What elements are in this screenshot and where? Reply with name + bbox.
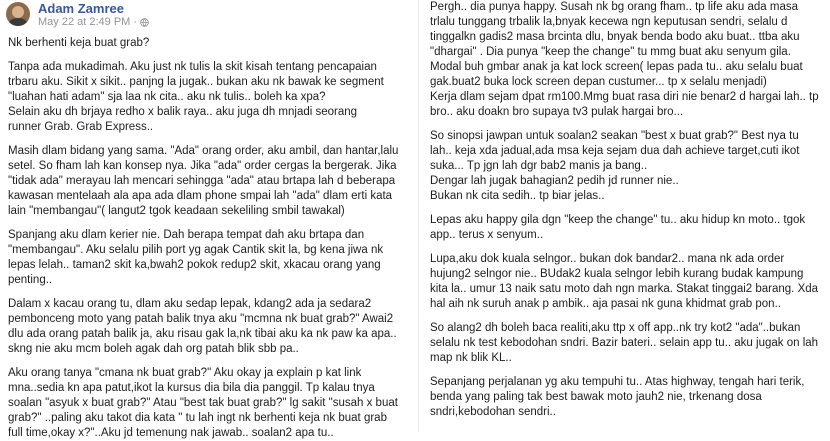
paragraph-gap (430, 366, 826, 375)
globe-icon[interactable] (140, 18, 149, 27)
post-text-line: selalu nk test kebodohan sndri. Bazir bateri.. selain app tu.. aku jugak on lah (430, 337, 819, 349)
post-text-line: tinggalkn gadis2 masa brcinta dlu, bnyak benda bodo aku buat.. ttba aku (430, 31, 800, 43)
post-text-line: grab?" ..paling aku takot dia kata " tu lah ingt nk berhenti keja nk buat grab (8, 412, 387, 424)
author-block (38, 2, 149, 29)
post-meta (38, 16, 149, 29)
paragraph-gap (8, 219, 408, 228)
post-text-line: "membangau". Aku selalu pilih port yg agak Cantik skit la, bg kena jiwa nk (8, 244, 384, 256)
post-text-line: trlalu tunggang trbalik la,bnyak kecewa ngn keputusan sendri, selalu d (430, 16, 788, 28)
paragraph-gap (430, 243, 826, 252)
post-text-line: Dengar lah jugak bahagian2 pedih jd runner nie.. (430, 175, 679, 187)
post-text-line: So alang2 dh boleh baca realiti,aku ttp x off app..nk try kot2 "ada"..bukan (430, 322, 801, 334)
column-divider (418, 0, 419, 432)
paragraph-gap (8, 135, 408, 144)
post-text-line: setel. So fham lah kan konsep nya. Jika "ada" order cergas la bergerak. Jika (8, 160, 397, 172)
post-text-line: hujung2 selngor nie.. BUdak2 kuala selngor lebih kurang budak kampung (430, 268, 804, 280)
post-text-line: sndri,kebodohan sendri.. (430, 406, 556, 418)
post-text-line: Kerja dlam sejam dpat rm100.Mmg buat rasa diri nie benar2 d hargai lah.. tp (430, 91, 819, 103)
post-text-line: mna..sedia kn apa patut,ikot la kursus dia bila dia panggil. Tp kalau tnya (8, 382, 375, 394)
post-body-right (430, 0, 826, 420)
post-text-line: lah.. keja xda jadual,ada msa keja sejam dua dah achieve target,cuti ikot (430, 145, 800, 157)
post-text-line: Aku orang tanya "cmana nk buat grab?" Aku okay ja explain p kat link (8, 367, 362, 379)
post-text-line: runner Grab. Grab Express.. (8, 121, 154, 133)
paragraph-gap (430, 204, 826, 213)
post-text-line: Pergh.. dia punya happy. Susah nk bg orang fham.. tp life aku ada masa (430, 1, 799, 13)
post-text-line: Lepas aku happy gila dgn "keep the change" tu.. aku hidup kn moto.. tgok (430, 214, 806, 226)
avatar[interactable] (6, 2, 30, 26)
post-text-line: Bukan nk cita sedih.. tp biar jelas.. (430, 190, 605, 202)
paragraph-gap (430, 312, 826, 321)
paragraph-gap (8, 288, 408, 297)
post-text-line: Sepanjang perjalanan yg aku tempuhi tu.. Atas highway, tengah hari terik, (430, 376, 805, 388)
post-text-line: Spanjang aku dlam kerier nie. Dah berapa tempat dah aku brtapa dan (8, 229, 365, 241)
post-text-line: kawasan mentelaah ala apa ada dlam phone smpai lah "ada" dlam erti kata (8, 190, 393, 202)
paragraph-gap (8, 357, 408, 366)
post-text-line: Modal buh gmbar anak ja kat lock screen( lepas pada tu.. aku selalu buat (430, 61, 803, 73)
post-text-line: suka... Tp jgn lah dgr bab2 manis ja bang.. (430, 160, 648, 172)
post-body-left (8, 36, 408, 441)
post-text-line: So sinopsi jawpan untuk soalan2 seakan "best x buat grab?" Best nya tu (430, 130, 799, 142)
post-text-line: soalan "asyuk x buat grab?" Atau "best tak buat grab?" lg sakit "susah x buat (8, 397, 398, 409)
post-text-line: hal aih nk suruh anak p ambik.. aja pasai nk guna khidmat grab pon.. (430, 298, 781, 310)
post-text-line: lain "membangau"( langut2 tgok keadaan sekeliling smbil tawakal) (8, 205, 345, 217)
post-text-line: lepas lelah.. taman2 skit ka,bwah2 pokok redup2 skit, xkacau orang yang (8, 259, 381, 271)
post-text-line: Dalam x kacau orang tu, dlam aku sedap lepak, kdang2 ada ja sedara2 (8, 298, 372, 310)
post-text-line: Lupa,aku dok kuala selngor.. bukan dok bandar2.. mana nk ada order (430, 253, 785, 265)
post-text-line: map nk blik KL.. (430, 352, 512, 364)
post-text-line: full time,okay x?"..Aku jd temenung nak jawab.. soalan2 apa tu.. (8, 427, 334, 439)
meta-separator: · (133, 16, 137, 28)
post-text-line: kita la.. umur 13 naik satu moto dah ngn marka. Stakat tinggai2 barang. Xda (430, 283, 819, 295)
post-text-line: "dhargai" . Dia punya "keep the change" tu mmg buat aku senyum gila. (430, 46, 791, 58)
post-text-line: Masih dlam bidang yang sama. "Ada" orang order, aku ambil, dan hantar,lalu (8, 145, 399, 157)
post-text-line: Selain aku dh brjaya redho x balik raya.. aku juga dh mnjadi seorang (8, 106, 358, 118)
post-text-line: app.. terus x senyum.. (430, 229, 544, 241)
post-text-line: Nk berhenti keja buat grab? (8, 37, 150, 49)
post-text-line: skng nie aku mcm boleh agak dah org patah blik sbb pa.. (8, 343, 299, 355)
post-text-line: "tidak ada" merayau lah mencari sehingga "ada" atau brtapa lah d beberapa (8, 175, 396, 187)
post-text-line: gak.buat2 buka lock screen depan custumer... tp x selalu menjadi) (430, 76, 767, 88)
post-text-line: trbaru aku. Sikit x sikit.. panjng la jugak.. bukan aku nk bawak ke segment (8, 76, 384, 88)
post-text-line: penting.. (8, 274, 53, 286)
timestamp[interactable]: May 22 at 2:49 PM (38, 16, 131, 28)
author-name[interactable]: Adam Zamree (38, 1, 124, 16)
post-text-line: benda yang paling tak best bawak moto jauh2 nie, trkenang dosa (430, 391, 762, 403)
post-text-line: dlu ada orang patah balik ja, aku risau gak la,nk tibai aku ka nk paw ka apa.. (8, 328, 397, 340)
post-text-line: "luahan hati adam" sja laa nk cita.. aku nk tulis.. boleh ka xpa? (8, 91, 326, 103)
paragraph-gap (430, 120, 826, 129)
post-header (6, 2, 149, 32)
post-text-line: Tanpa ada mukadimah. Aku just nk tulis la skit kisah tentang pencapaian (8, 61, 377, 73)
post-text-line: pembonceng moto yang patah balik tnya aku "mcmna nk buat grab?" Awai2 (8, 313, 394, 325)
paragraph-gap (8, 51, 408, 60)
post-text-line: bro.. aku doakn bro supaya tv3 pulak hargai bro... (430, 106, 684, 118)
